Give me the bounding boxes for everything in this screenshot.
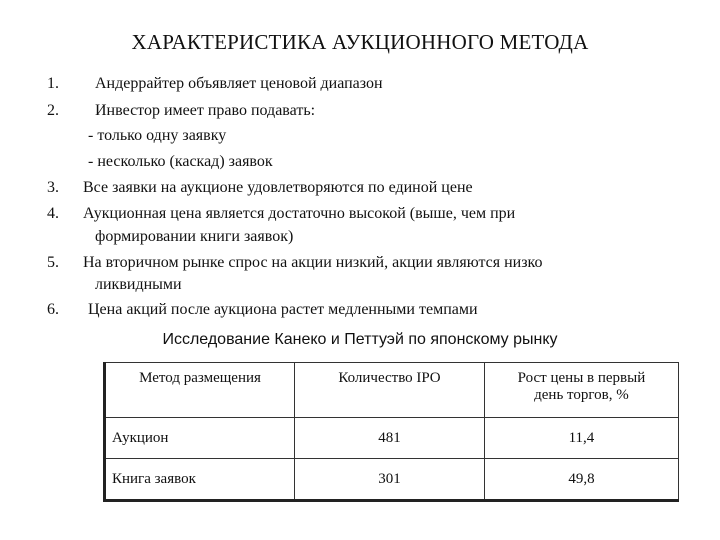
list-text: Аукционная цена является достаточно высокой (выше, чем при [83, 205, 516, 222]
list-text: Цена акций после аукциона растет медленными темпами [88, 301, 478, 318]
cell-price-growth: 49,8 [484, 459, 678, 501]
header-method: Метод размещения [105, 363, 295, 418]
table-header-row [105, 363, 679, 418]
ipo-comparison-table [103, 362, 679, 502]
header-price-growth-line2: день торгов, % [534, 387, 629, 403]
list-number: 4. [47, 205, 59, 222]
list-number: 2. [47, 102, 59, 119]
list-text-continued: формировании книги заявок) [95, 228, 294, 245]
list-text: Все заявки на аукционе удовлетворяются по единой цене [83, 179, 473, 196]
list-subitem: - несколько (каскад) заявок [88, 153, 273, 170]
cell-ipo-count: 481 [295, 418, 485, 459]
table-row [105, 459, 679, 501]
cell-method: Аукцион [105, 418, 295, 459]
list-subitem: - только одну заявку [88, 127, 227, 144]
cell-price-growth: 11,4 [484, 418, 678, 459]
cell-method: Книга заявок [105, 459, 295, 501]
list-text: Андеррайтер объявляет ценовой диапазон [95, 75, 383, 92]
list-text: На вторичном рынке спрос на акции низкий, акции являются низко [83, 254, 543, 271]
header-ipo-count: Количество IPO [295, 363, 485, 418]
header-price-growth [484, 363, 678, 418]
list-number: 1. [47, 75, 59, 92]
list-text-continued: ликвидными [95, 276, 182, 293]
study-title: Исследование Канеко и Петтуэй по японскому рынку [162, 331, 558, 348]
page-title: ХАРАКТЕРИСТИКА АУКЦИОННОГО МЕТОДА [131, 30, 589, 54]
list-text: Инвестор имеет право подавать: [95, 102, 316, 119]
cell-ipo-count: 301 [295, 459, 485, 501]
list-number: 5. [47, 254, 59, 271]
table-row [105, 418, 679, 459]
list-number: 3. [47, 179, 59, 196]
header-price-growth-line1: Рост цены в первый [517, 370, 646, 386]
list-number: 6. [47, 301, 59, 318]
